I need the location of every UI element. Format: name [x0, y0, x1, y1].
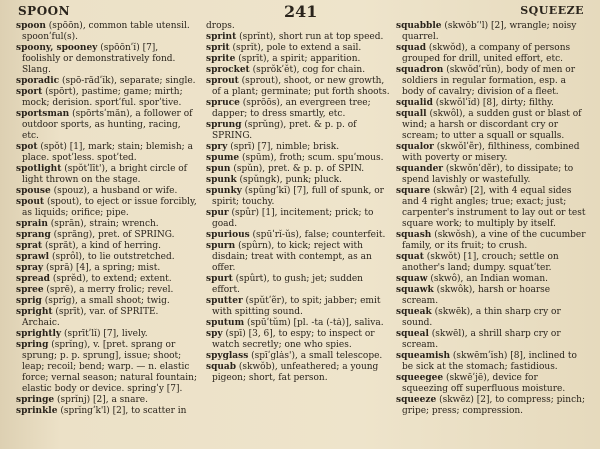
headword: sprocket — [206, 65, 250, 75]
dictionary-entry — [396, 43, 586, 65]
headword: sprat — [16, 241, 43, 251]
headword: spy — [206, 329, 223, 339]
dictionary-entry — [16, 274, 199, 285]
definition: (sprīt), var. of SPRITE. Archaic. — [22, 307, 159, 328]
definition: (spōōn), common table utensil. spoonʹful(s). — [22, 21, 190, 42]
headword: spread — [16, 274, 50, 284]
definition: (sprā) [4], a spring; mist. — [43, 263, 161, 273]
headword: squash — [396, 230, 432, 240]
dictionary-entry — [206, 362, 390, 384]
dictionary-entry — [16, 296, 199, 307]
definition: (sprŏkʹĕt), cog for chain. — [249, 65, 366, 75]
dictionary-entry — [396, 373, 586, 395]
dictionary-entry — [206, 76, 390, 98]
headword: spout — [16, 197, 45, 207]
headword: sprite — [206, 54, 236, 64]
definition: (sprĭnj) [2], a snare. — [54, 395, 148, 405]
headword: spunky — [206, 186, 242, 196]
definition: (sprĭnt), short run at top speed. — [236, 32, 384, 42]
definition: (spûrn), to kick; reject with disdain; treat with contempt, as an offer. — [212, 241, 372, 273]
definition: (spûr) [1], incitement; prick; to goad. — [212, 208, 374, 229]
dictionary-entry — [16, 252, 199, 263]
dictionary-entry — [396, 252, 586, 274]
headword: spright — [16, 307, 53, 317]
dictionary-entry — [16, 285, 199, 296]
headword: sporadic — [16, 76, 60, 86]
definition: (skwô), an Indian woman. — [427, 274, 548, 284]
dictionary-entry — [206, 186, 390, 208]
headword: squalid — [396, 98, 433, 108]
definition: (sprī) [7], nimble; brisk. — [227, 142, 340, 152]
guide-word-right: SQUEEZE — [520, 4, 584, 17]
dictionary-entry — [206, 98, 390, 120]
headword: spume — [206, 153, 240, 163]
definition: (skwŏlʹẽr), filthiness, combined with poverty or misery. — [402, 142, 580, 163]
dictionary-entry — [206, 329, 390, 351]
headword: squad — [396, 43, 427, 53]
headword: sprint — [206, 32, 237, 42]
dictionary-entry — [206, 54, 390, 65]
headword: square — [396, 186, 431, 196]
dictionary-entry — [16, 87, 199, 109]
dictionary-entry — [206, 142, 390, 153]
headword: squadron — [396, 65, 444, 75]
definition: (sprītʹlĭ) [7], lively. — [61, 329, 148, 339]
definition: (sprĭg), a small shoot; twig. — [41, 296, 170, 306]
definition: (spŭn), pret. & p. p. of SPIN. — [230, 164, 365, 174]
dictionary-entry — [16, 21, 199, 43]
dictionary-entry — [396, 351, 586, 373]
definition: (spī) [3, 6], to espy; to inspect or watch secretly; one who spies. — [212, 329, 375, 350]
headword: sprawl — [16, 252, 50, 262]
definition: (skwēmʹĭsh) [8], inclined to be sick at the stomach; fastidious. — [402, 351, 577, 372]
headword: spur — [206, 208, 229, 218]
headword: spring — [16, 340, 49, 350]
definition: (spūʹrĭ-ŭs), false; counterfeit. — [249, 230, 386, 240]
dictionary-entry — [396, 109, 586, 142]
definition: (spūʹtŭm) [pl. -ta (-tȧ)], saliva. — [244, 318, 384, 328]
headword: spyglass — [206, 351, 249, 361]
headword: sprain — [16, 219, 48, 229]
definition: (skwŏdʹrŭn), body of men or soldiers in regular formation, esp. a body of cavalry; division of a fleet. — [402, 65, 576, 97]
definition: (skwŏsh), a vine of the cucumber family, or its fruit; to crush. — [402, 230, 586, 251]
headword: squaw — [396, 274, 428, 284]
dictionary-entry — [16, 164, 199, 186]
definition: (sprōōs), an evergreen tree; dapper; to dress smartly, etc. — [212, 98, 371, 119]
definition: (spō-rădʹĭk), separate; single. — [59, 76, 196, 86]
headword: spray — [16, 263, 44, 273]
dictionary-entry — [396, 98, 586, 109]
definition: (sprĭngʹk'l) [2], to scatter in — [57, 406, 187, 416]
dictionary-entry — [16, 197, 199, 219]
headword: sprout — [206, 76, 239, 86]
dictionary-entry — [16, 307, 199, 329]
dictionary-entry — [206, 32, 390, 43]
headword: sputum — [206, 318, 245, 328]
headword: squander — [396, 164, 444, 174]
dictionary-entry — [206, 65, 390, 76]
definition: (skwēz) [2], to compress; pinch; gripe; press; compression. — [402, 395, 585, 416]
definition: (spūm), froth; scum. spuʹmous. — [239, 153, 384, 163]
dictionary-entry — [396, 329, 586, 351]
dictionary-entry — [206, 241, 390, 274]
definition: (spŭngk), punk; pluck. — [236, 175, 342, 185]
definition: (skwēʹjē), device for squeezing off superfluous moisture. — [402, 373, 566, 394]
headword: squabble — [396, 21, 442, 31]
definition: (sprān), strain; wrench. — [47, 219, 159, 229]
headword: spurt — [206, 274, 233, 284]
definition: (sprăt), a kind of herring. — [42, 241, 161, 251]
definition: (spŭngʹkĭ) [7], full of spunk, or spirit; touchy. — [212, 186, 384, 207]
guide-word-left: SPOON — [18, 4, 71, 18]
definition: (sprŭng), pret. & p. p. of SPRING. — [212, 120, 357, 141]
definition: (sprout), shoot, or new growth, of a plant; germinate; put forth shoots. — [212, 76, 390, 97]
headword: spunk — [206, 175, 237, 185]
definition: (skwŏt) [1], crouch; settle on another's land; dumpy. squatʹter. — [402, 252, 559, 273]
headword: squeal — [396, 329, 429, 339]
dictionary-entry — [206, 164, 390, 175]
dictionary-entry — [16, 395, 199, 406]
headword: spurious — [206, 230, 250, 240]
dictionary-entry — [206, 175, 390, 186]
dictionary-entry — [206, 153, 390, 164]
definition: (sprĭng), v. [pret. sprang or sprung; p. p. sprung], issue; shoot; leap; recoil; bend; warp. — n. elastic force; vernal season; natural fountain; elastic body or device. springʹy [7]. — [22, 340, 197, 394]
dictionary-entry — [206, 43, 390, 54]
entry-continuation — [206, 21, 390, 32]
definition: (sprīt), a spirit; apparition. — [235, 54, 361, 64]
dictionary-entry — [16, 186, 199, 197]
headword: spry — [206, 142, 228, 152]
dictionary-entry — [396, 285, 586, 307]
definition: (spīʹglȧs'), a small telescope. — [248, 351, 383, 361]
definition: (skwŏnʹdẽr), to dissipate; to spend lavishly or wastefully. — [402, 164, 574, 185]
dictionary-entry — [396, 274, 586, 285]
dictionary-entry — [206, 230, 390, 241]
dictionary-entry — [16, 340, 199, 395]
definition: (skwôl), a sudden gust or blast of wind; a harsh or discordant cry or scream; to utter a squall or squalls. — [402, 109, 582, 141]
page-number: 241 — [284, 2, 318, 21]
headword: spurn — [206, 241, 236, 251]
definition: (spouz), a husband or wife. — [50, 186, 178, 196]
headword: sprung — [206, 120, 242, 130]
definition: (skwēl), a shrill sharp cry or scream. — [402, 329, 561, 350]
dictionary-entry — [16, 263, 199, 274]
definition: (spŭtʹẽr), to spit; jabber; emit with spitting sound. — [212, 296, 381, 317]
headword: squall — [396, 109, 427, 119]
headword: sprinkle — [16, 406, 58, 416]
headword: squeak — [396, 307, 432, 317]
headword: squawk — [396, 285, 434, 295]
headword: squeeze — [396, 395, 437, 405]
headword: sport — [16, 87, 43, 97]
dictionary-entry — [16, 142, 199, 164]
definition: (skwŏlʹĭd) [8], dirty; filthy. — [432, 98, 554, 108]
definition: (skwŏb), unfeathered; a young pigeon; short, fat person. — [212, 362, 379, 383]
headword: squeegee — [396, 373, 444, 383]
dictionary-entry — [396, 21, 586, 43]
definition: (sprĭt), pole to extend a sail. — [229, 43, 362, 53]
dictionary-entry — [206, 318, 390, 329]
column-2 — [206, 21, 390, 449]
definition: (sprôl), to lie outstretched. — [49, 252, 175, 262]
dictionary-entry — [16, 241, 199, 252]
definition: (skwēk), a thin sharp cry or sound. — [402, 307, 561, 328]
definition: (sprăng), pret. of SPRING. — [50, 230, 175, 240]
headword: sprang — [16, 230, 51, 240]
headword: sputter — [206, 296, 243, 306]
headword: squab — [206, 362, 237, 372]
dictionary-entry — [16, 406, 199, 417]
definition: (spout), to eject or issue forcibly, as liquids; orifice; pipe. — [22, 197, 197, 218]
definition: (skwŏd), a company of persons grouped for drill, united effort, etc. — [402, 43, 571, 64]
definition: (spōrt), pastime; game; mirth; mock; derision. sportʹful. sporʹtive. — [22, 87, 183, 108]
definition: (spŏt) [1], mark; stain; blemish; a place. spotʹless. spotʹted. — [22, 142, 193, 163]
dictionary-entry — [396, 186, 586, 230]
definition: (spōōnʹĭ) [7], foolishly or demonstratively fond. Slang. — [22, 43, 176, 75]
headword: spot — [16, 142, 38, 152]
definition: drops. — [206, 21, 235, 31]
definition: (skwôk), harsh or hoarse scream. — [402, 285, 551, 306]
definition: (sprĕd), to extend; extent. — [49, 274, 172, 284]
dictionary-entry — [396, 65, 586, 98]
dictionary-entry — [16, 219, 199, 230]
headword: sprightly — [16, 329, 62, 339]
headword: spoony, spooney — [16, 43, 98, 53]
dictionary-entry — [16, 43, 199, 76]
dictionary-entry — [206, 274, 390, 296]
definition: (skwâr) [2], with 4 equal sides and 4 right angles; true; exact; just; carpenter's instrument to lay out or test square work; to multiply by itself. — [402, 186, 586, 229]
dictionary-entry — [16, 109, 199, 142]
dictionary-entry — [206, 120, 390, 142]
headword: spun — [206, 164, 231, 174]
headword: squalor — [396, 142, 434, 152]
dictionary-entry — [396, 142, 586, 164]
definition: (spûrt), to gush; jet; sudden effort. — [212, 274, 363, 295]
definition: (sprē), a merry frolic; revel. — [43, 285, 174, 295]
dictionary-entry — [396, 395, 586, 417]
column-1 — [16, 21, 199, 449]
headword: sportsman — [16, 109, 70, 119]
headword: spoon — [16, 21, 46, 31]
dictionary-entry — [16, 230, 199, 241]
dictionary-entry — [16, 329, 199, 340]
dictionary-entry — [16, 76, 199, 87]
headword: sprit — [206, 43, 230, 53]
column-3 — [396, 21, 586, 449]
headword: springe — [16, 395, 55, 405]
dictionary-entry — [206, 351, 390, 362]
definition: (skwŏbʹ'l) [2], wrangle; noisy quarrel. — [402, 21, 577, 42]
headword: spruce — [206, 98, 240, 108]
headword: sprig — [16, 296, 42, 306]
definition: (spŏtʹlīt'), a bright circle of light thrown on the stage. — [22, 164, 188, 185]
headword: squeamish — [396, 351, 451, 361]
headword: spouse — [16, 186, 51, 196]
headword: squat — [396, 252, 424, 262]
headword: spree — [16, 285, 44, 295]
dictionary-entry — [396, 230, 586, 252]
headword: spotlight — [16, 164, 62, 174]
dictionary-entry — [206, 208, 390, 230]
dictionary-entry — [396, 307, 586, 329]
definition: (spōrtsʹmăn), a follower of outdoor sports, as hunting, racing, etc. — [22, 109, 193, 141]
dictionary-entry — [396, 164, 586, 186]
dictionary-entry — [206, 296, 390, 318]
